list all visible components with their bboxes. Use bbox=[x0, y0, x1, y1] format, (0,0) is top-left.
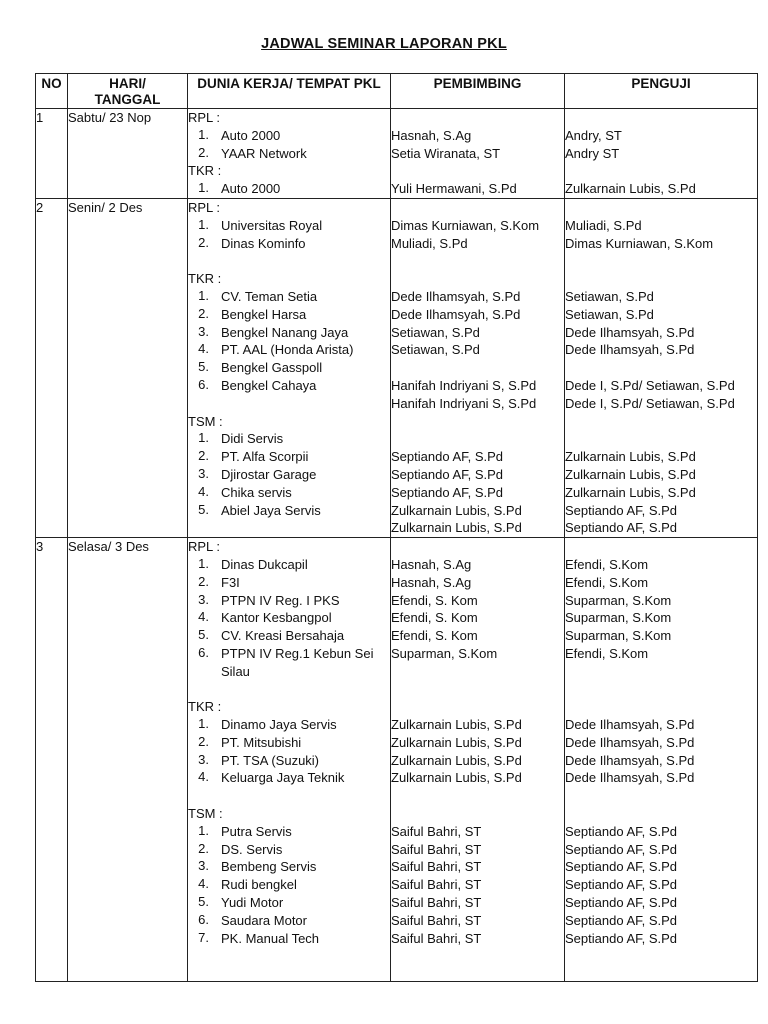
item-penguji: Zulkarnain Lubis, S.Pd bbox=[565, 484, 696, 500]
list-item bbox=[188, 180, 390, 198]
item-number: 1. bbox=[198, 216, 209, 232]
item-pembimbing: Efendi, S. Kom bbox=[391, 628, 478, 644]
list-item bbox=[188, 341, 390, 359]
item-pembimbing: Zulkarnain Lubis, S.Pd bbox=[391, 502, 522, 518]
item-number: 4. bbox=[198, 483, 209, 499]
item-penguji: Dede Ilhamsyah, S.Pd bbox=[565, 342, 695, 358]
item-penguji: Septiando AF, S.Pd bbox=[565, 895, 678, 911]
header-date-line1: HARI/ bbox=[109, 76, 146, 91]
cell-place bbox=[188, 109, 391, 199]
item-number: 5. bbox=[198, 501, 209, 517]
item-pembimbing: Hasnah, S.Ag bbox=[391, 574, 472, 590]
item-pembimbing: Zulkarnain Lubis, S.Pd bbox=[391, 770, 522, 786]
header-place: DUNIA KERJA/ TEMPAT PKL bbox=[188, 74, 391, 109]
item-number: 6. bbox=[198, 376, 209, 392]
list-item bbox=[188, 876, 390, 894]
item-number: 7. bbox=[198, 929, 209, 945]
item-number: 4. bbox=[198, 876, 209, 892]
item-number: 2. bbox=[198, 733, 209, 749]
item-place: PTPN IV Reg. I PKS bbox=[221, 592, 340, 608]
item-place: PT. AAL (Honda Arista) bbox=[221, 342, 354, 358]
item-pembimbing: Hasnah, S.Ag bbox=[391, 127, 472, 143]
item-place: YAAR Network bbox=[221, 145, 307, 161]
list-item bbox=[188, 716, 390, 734]
cell-date: Selasa/ 3 Des bbox=[68, 538, 188, 982]
spacer bbox=[188, 681, 390, 699]
spacer bbox=[391, 199, 564, 217]
item-penguji: Setiawan, S.Pd bbox=[565, 306, 654, 322]
item-penguji: Dede Ilhamsyah, S.Pd bbox=[565, 770, 695, 786]
item-place: Auto 2000 bbox=[221, 127, 281, 143]
spacer bbox=[188, 252, 390, 270]
spacer bbox=[391, 698, 564, 716]
item-place: Bengkel Cahaya bbox=[221, 377, 317, 393]
cell-date: Senin/ 2 Des bbox=[68, 198, 188, 537]
item-pembimbing: Zulkarnain Lubis, S.Pd bbox=[391, 717, 522, 733]
item-pembimbing: Saiful Bahri, ST bbox=[391, 895, 482, 911]
item-pembimbing: Muliadi, S.Pd bbox=[391, 235, 468, 251]
item-pembimbing: Setia Wiranata, ST bbox=[391, 145, 501, 161]
item-number: 6. bbox=[198, 644, 209, 660]
group-label: TKR : bbox=[188, 271, 222, 287]
item-number: 3. bbox=[198, 323, 209, 339]
item-place: Universitas Royal bbox=[221, 217, 323, 233]
header-date bbox=[68, 74, 188, 109]
item-penguji: Zulkarnain Lubis, S.Pd bbox=[565, 449, 696, 465]
list-item bbox=[188, 894, 390, 912]
spacer bbox=[391, 787, 564, 805]
item-penguji: Dede Ilhamsyah, S.Pd bbox=[565, 717, 695, 733]
item-number: 1. bbox=[198, 555, 209, 571]
item-pembimbing: Septiando AF, S.Pd bbox=[391, 484, 504, 500]
item-penguji: Dede I, S.Pd/ Setiawan, S.Pd bbox=[565, 377, 735, 393]
spacer bbox=[565, 430, 757, 448]
item-pembimbing: Dimas Kurniawan, S.Kom bbox=[391, 217, 540, 233]
group-label: RPL : bbox=[188, 110, 221, 125]
spacer bbox=[565, 162, 757, 180]
item-place: Auto 2000 bbox=[221, 181, 281, 197]
spacer bbox=[391, 663, 564, 681]
group-label: TSM : bbox=[188, 413, 223, 429]
item-place: Dinamo Jaya Servis bbox=[221, 717, 337, 733]
item-penguji: Septiando AF, S.Pd bbox=[565, 912, 678, 928]
spacer bbox=[391, 805, 564, 823]
item-pembimbing: Setiawan, S.Pd bbox=[391, 324, 480, 340]
item-place: Kantor Kesbangpol bbox=[221, 610, 332, 626]
item-pembimbing: Setiawan, S.Pd bbox=[391, 342, 480, 358]
item-number: 5. bbox=[198, 359, 209, 375]
list-item bbox=[188, 466, 390, 484]
list-item bbox=[188, 288, 390, 306]
list-item bbox=[188, 930, 390, 948]
item-number: 2. bbox=[198, 305, 209, 321]
item-place: Didi Servis bbox=[221, 431, 284, 447]
item-place: Keluarga Jaya Teknik bbox=[221, 770, 345, 786]
item-pembimbing: Saiful Bahri, ST bbox=[391, 877, 482, 893]
spacer bbox=[565, 252, 757, 270]
list-item bbox=[188, 127, 390, 145]
list-item bbox=[188, 217, 390, 235]
item-penguji: Efendi, S.Kom bbox=[565, 574, 649, 590]
list-item bbox=[188, 430, 390, 448]
item-number: 5. bbox=[198, 894, 209, 910]
item-pembimbing: Efendi, S. Kom bbox=[391, 592, 478, 608]
cell-no: 2 bbox=[36, 198, 68, 537]
spacer bbox=[565, 698, 757, 716]
header-date-line2: TANGGAL bbox=[94, 92, 161, 107]
item-penguji: Andry, ST bbox=[565, 127, 622, 143]
list-item bbox=[188, 574, 390, 592]
item-penguji: Andry ST bbox=[565, 145, 620, 161]
item-number: 3. bbox=[198, 858, 209, 874]
list-item bbox=[188, 556, 390, 574]
item-pembimbing: Septiando AF, S.Pd bbox=[391, 466, 504, 482]
spacer bbox=[565, 109, 757, 127]
item-place: Yudi Motor bbox=[221, 895, 284, 911]
item-pembimbing: Yuli Hermawani, S.Pd bbox=[391, 181, 517, 197]
spacer bbox=[565, 538, 757, 556]
item-pembimbing: Hanifah Indriyani S, S.Pd bbox=[391, 377, 537, 393]
item-penguji: Setiawan, S.Pd bbox=[565, 288, 654, 304]
item-number: 1. bbox=[198, 126, 209, 142]
item-place: PT. Alfa Scorpii bbox=[221, 449, 309, 465]
spacer bbox=[565, 413, 757, 431]
item-place: Bengkel Gasspoll bbox=[221, 360, 323, 376]
item-penguji: Dede I, S.Pd/ Setiawan, S.Pd bbox=[565, 395, 735, 411]
item-number: 4. bbox=[198, 341, 209, 357]
item-place: DS. Servis bbox=[221, 841, 283, 857]
item-number: 2. bbox=[198, 840, 209, 856]
cell-penguji bbox=[565, 109, 758, 199]
spacer bbox=[565, 787, 757, 805]
list-item bbox=[188, 627, 390, 645]
item-pembimbing: Suparman, S.Kom bbox=[391, 645, 498, 661]
item-pembimbing: Zulkarnain Lubis, S.Pd bbox=[391, 752, 522, 768]
list-item bbox=[188, 858, 390, 876]
item-place: F3I bbox=[221, 574, 240, 590]
group-label: RPL : bbox=[188, 199, 221, 215]
spacer bbox=[188, 395, 390, 413]
item-place: Djirostar Garage bbox=[221, 466, 317, 482]
item-number: 3. bbox=[198, 465, 209, 481]
spacer bbox=[565, 681, 757, 699]
item-penguji: Dimas Kurniawan, S.Kom bbox=[565, 235, 714, 251]
list-item bbox=[188, 823, 390, 841]
item-pembimbing: Zulkarnain Lubis, S.Pd bbox=[391, 520, 522, 536]
item-pembimbing: Saiful Bahri, ST bbox=[391, 859, 482, 875]
item-number: 1. bbox=[198, 287, 209, 303]
table-row bbox=[36, 538, 758, 982]
item-penguji: Septiando AF, S.Pd bbox=[565, 841, 678, 857]
list-item bbox=[188, 645, 390, 681]
list-item bbox=[188, 359, 390, 377]
cell-pembimbing bbox=[391, 538, 565, 982]
item-number: 1. bbox=[198, 180, 209, 196]
group-label: TKR : bbox=[188, 163, 222, 179]
list-item bbox=[188, 609, 390, 627]
spacer bbox=[391, 681, 564, 699]
item-number: 5. bbox=[198, 627, 209, 643]
list-item bbox=[188, 912, 390, 930]
item-penguji: Septiando AF, S.Pd bbox=[565, 823, 678, 839]
item-number: 2. bbox=[198, 448, 209, 464]
list-item bbox=[188, 145, 390, 163]
item-pembimbing: Saiful Bahri, ST bbox=[391, 841, 482, 857]
schedule-table bbox=[35, 73, 758, 982]
spacer bbox=[565, 805, 757, 823]
item-penguji: Suparman, S.Kom bbox=[565, 610, 672, 626]
spacer bbox=[565, 199, 757, 217]
item-number: 3. bbox=[198, 751, 209, 767]
spacer bbox=[391, 359, 564, 377]
item-pembimbing: Saiful Bahri, ST bbox=[391, 823, 482, 839]
item-place: CV. Teman Setia bbox=[221, 288, 318, 304]
spacer bbox=[565, 663, 757, 681]
item-penguji: Muliadi, S.Pd bbox=[565, 217, 642, 233]
spacer bbox=[391, 162, 564, 180]
item-place: PTPN IV Reg.1 Kebun Sei Silau bbox=[221, 645, 374, 679]
table-row bbox=[36, 198, 758, 537]
item-place: Chika servis bbox=[221, 484, 292, 500]
list-item bbox=[188, 592, 390, 610]
spacer bbox=[188, 787, 390, 805]
item-place: Abiel Jaya Servis bbox=[221, 502, 321, 518]
item-place: Bengkel Harsa bbox=[221, 306, 307, 322]
cell-penguji bbox=[565, 538, 758, 982]
spacer bbox=[391, 270, 564, 288]
item-penguji: Efendi, S.Kom bbox=[565, 645, 649, 661]
item-penguji: Dede Ilhamsyah, S.Pd bbox=[565, 752, 695, 768]
spacer bbox=[565, 270, 757, 288]
item-place: Putra Servis bbox=[221, 823, 292, 839]
item-number: 6. bbox=[198, 911, 209, 927]
cell-no: 3 bbox=[36, 538, 68, 982]
header-penguji: PENGUJI bbox=[565, 74, 758, 109]
item-place: Dinas Kominfo bbox=[221, 235, 306, 251]
item-pembimbing: Saiful Bahri, ST bbox=[391, 930, 482, 946]
group-label: RPL : bbox=[188, 539, 221, 555]
list-item bbox=[188, 448, 390, 466]
item-penguji: Zulkarnain Lubis, S.Pd bbox=[565, 466, 696, 482]
list-item bbox=[188, 377, 390, 395]
item-place: Bengkel Nanang Jaya bbox=[221, 324, 349, 340]
list-item bbox=[188, 324, 390, 342]
item-number: 1. bbox=[198, 716, 209, 732]
page-title: JADWAL SEMINAR LAPORAN PKL bbox=[261, 36, 507, 52]
spacer bbox=[391, 109, 564, 127]
item-penguji: Septiando AF, S.Pd bbox=[565, 859, 678, 875]
item-pembimbing: Saiful Bahri, ST bbox=[391, 912, 482, 928]
list-item bbox=[188, 734, 390, 752]
header-no: NO bbox=[36, 74, 68, 109]
item-place: Dinas Dukcapil bbox=[221, 556, 308, 572]
item-pembimbing: Hasnah, S.Ag bbox=[391, 556, 472, 572]
spacer bbox=[391, 430, 564, 448]
item-place: Bembeng Servis bbox=[221, 859, 317, 875]
list-item bbox=[188, 484, 390, 502]
item-pembimbing: Hanifah Indriyani S, S.Pd bbox=[391, 395, 537, 411]
item-pembimbing: Dede Ilhamsyah, S.Pd bbox=[391, 306, 521, 322]
cell-pembimbing bbox=[391, 109, 565, 199]
list-item bbox=[188, 752, 390, 770]
item-penguji: Dede Ilhamsyah, S.Pd bbox=[565, 324, 695, 340]
table-header-row bbox=[36, 74, 758, 109]
item-number: 2. bbox=[198, 144, 209, 160]
cell-penguji bbox=[565, 198, 758, 537]
item-number: 2. bbox=[198, 573, 209, 589]
item-number: 4. bbox=[198, 609, 209, 625]
item-number: 3. bbox=[198, 591, 209, 607]
item-pembimbing: Zulkarnain Lubis, S.Pd bbox=[391, 734, 522, 750]
cell-pembimbing bbox=[391, 198, 565, 537]
list-item bbox=[188, 841, 390, 859]
item-penguji: Septiando AF, S.Pd bbox=[565, 502, 678, 518]
item-number: 1. bbox=[198, 430, 209, 446]
header-pembimbing: PEMBIMBING bbox=[391, 74, 565, 109]
group-label: TSM : bbox=[188, 806, 223, 822]
cell-place bbox=[188, 538, 391, 982]
table-row bbox=[36, 109, 758, 199]
item-penguji: Dede Ilhamsyah, S.Pd bbox=[565, 734, 695, 750]
item-place: PK. Manual Tech bbox=[221, 930, 320, 946]
item-penguji: Suparman, S.Kom bbox=[565, 592, 672, 608]
list-item bbox=[188, 769, 390, 787]
spacer bbox=[391, 413, 564, 431]
cell-date: Sabtu/ 23 Nop bbox=[68, 109, 188, 199]
item-place: Saudara Motor bbox=[221, 912, 307, 928]
item-penguji: Suparman, S.Kom bbox=[565, 628, 672, 644]
item-number: 1. bbox=[198, 822, 209, 838]
list-item bbox=[188, 235, 390, 253]
item-pembimbing: Efendi, S. Kom bbox=[391, 610, 478, 626]
cell-place bbox=[188, 198, 391, 537]
item-place: PT. TSA (Suzuki) bbox=[221, 752, 320, 768]
item-penguji: Septiando AF, S.Pd bbox=[565, 877, 678, 893]
item-penguji: Septiando AF, S.Pd bbox=[565, 930, 678, 946]
list-item bbox=[188, 502, 390, 520]
list-item bbox=[188, 306, 390, 324]
cell-no: 1 bbox=[36, 109, 68, 199]
item-pembimbing: Dede Ilhamsyah, S.Pd bbox=[391, 288, 521, 304]
group-label: TKR : bbox=[188, 699, 222, 715]
item-place: Rudi bengkel bbox=[221, 877, 297, 893]
item-penguji: Efendi, S.Kom bbox=[565, 556, 649, 572]
item-place: PT. Mitsubishi bbox=[221, 734, 302, 750]
item-penguji: Septiando AF, S.Pd bbox=[565, 520, 678, 536]
item-number: 4. bbox=[198, 769, 209, 785]
spacer bbox=[565, 359, 757, 377]
item-penguji: Zulkarnain Lubis, S.Pd bbox=[565, 181, 696, 197]
item-place: CV. Kreasi Bersahaja bbox=[221, 628, 345, 644]
item-pembimbing: Septiando AF, S.Pd bbox=[391, 449, 504, 465]
spacer bbox=[391, 252, 564, 270]
item-number: 2. bbox=[198, 234, 209, 250]
spacer bbox=[391, 538, 564, 556]
